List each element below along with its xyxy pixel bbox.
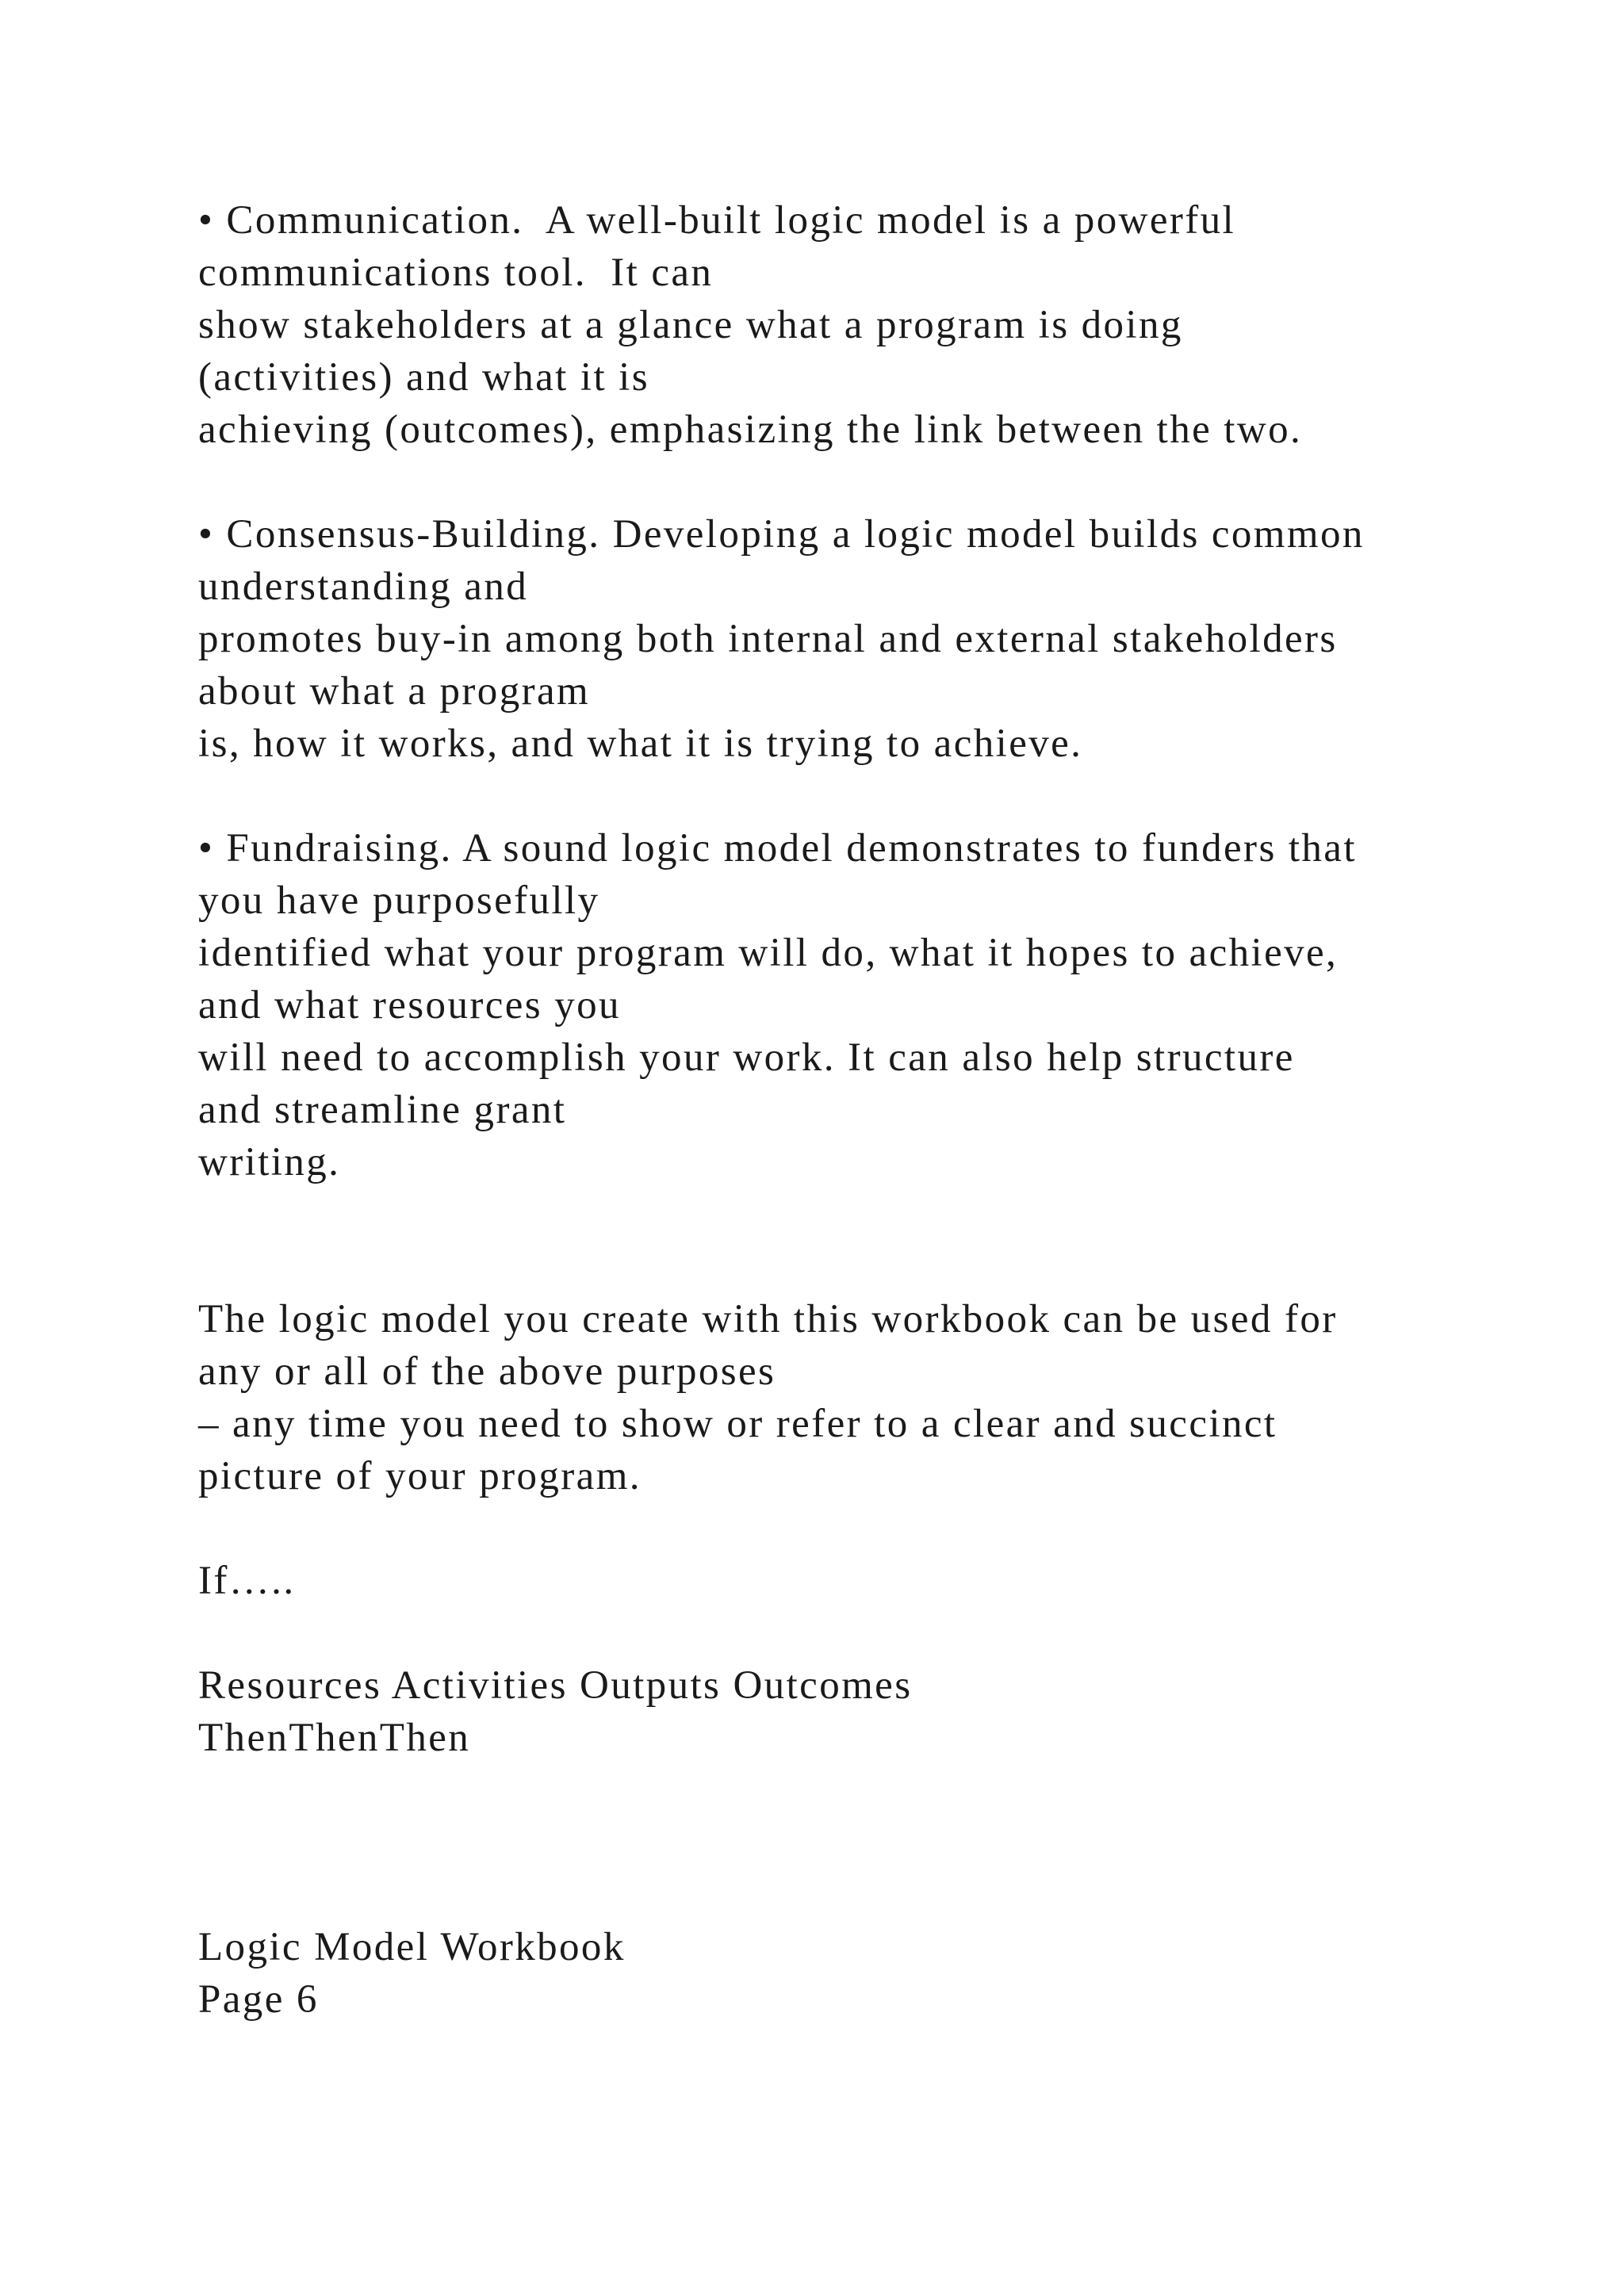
text-line: and streamline grant: [198, 1088, 567, 1132]
text-line: promotes buy-in among both internal and external stakeholders: [198, 617, 1338, 661]
text-line: achieving (outcomes), emphasizing the link between the two.: [198, 408, 1303, 452]
blank-line: [198, 1502, 1546, 1555]
text-line: communications tool. It can: [198, 251, 714, 295]
blank-line: [198, 1816, 1546, 1869]
text-line: show stakeholders at a glance what a program is doing: [198, 303, 1183, 347]
text-line: • Communication. A well-built logic model is a powerful: [198, 198, 1236, 243]
footer-title: Logic Model Workbook: [198, 1925, 626, 1969]
text-line: • Consensus-Building. Developing a logic model builds common: [198, 512, 1365, 557]
text-line: about what a program: [198, 669, 591, 714]
blank-line: [198, 456, 1546, 508]
text-line: identified what your program will do, what it hopes to achieve,: [198, 931, 1339, 975]
text-line: and what resources you: [198, 983, 621, 1027]
text-line: • Fundraising. A sound logic model demonstrates to funders that: [198, 826, 1357, 871]
text-line: any or all of the above purposes: [198, 1349, 776, 1394]
text-line: writing.: [198, 1140, 341, 1184]
text-line: (activities) and what it is: [198, 355, 649, 400]
document-text-block: [198, 194, 1546, 2026]
text-line: picture of your program.: [198, 1454, 642, 1498]
blank-line: [198, 1764, 1546, 1816]
text-line: The logic model you create with this workbook can be used for: [198, 1297, 1338, 1341]
text-line: you have purposefully: [198, 878, 600, 923]
page-number: Page 6: [198, 1977, 319, 2022]
text-line: – any time you need to show or refer to a clear and succinct: [198, 1402, 1277, 1446]
blank-line: [198, 1869, 1546, 1921]
text-line: ThenThenThen: [198, 1716, 471, 1760]
text-line: is, how it works, and what it is trying to achieve.: [198, 721, 1083, 766]
blank-line: [198, 1607, 1546, 1659]
text-line: If…..: [198, 1559, 296, 1603]
text-line: Resources Activities Outputs Outcomes: [198, 1663, 913, 1708]
blank-line: [198, 1241, 1546, 1293]
blank-line: [198, 770, 1546, 822]
text-line: will need to accomplish your work. It can also help structure: [198, 1035, 1295, 1080]
blank-line: [198, 1188, 1546, 1241]
text-line: understanding and: [198, 564, 529, 609]
